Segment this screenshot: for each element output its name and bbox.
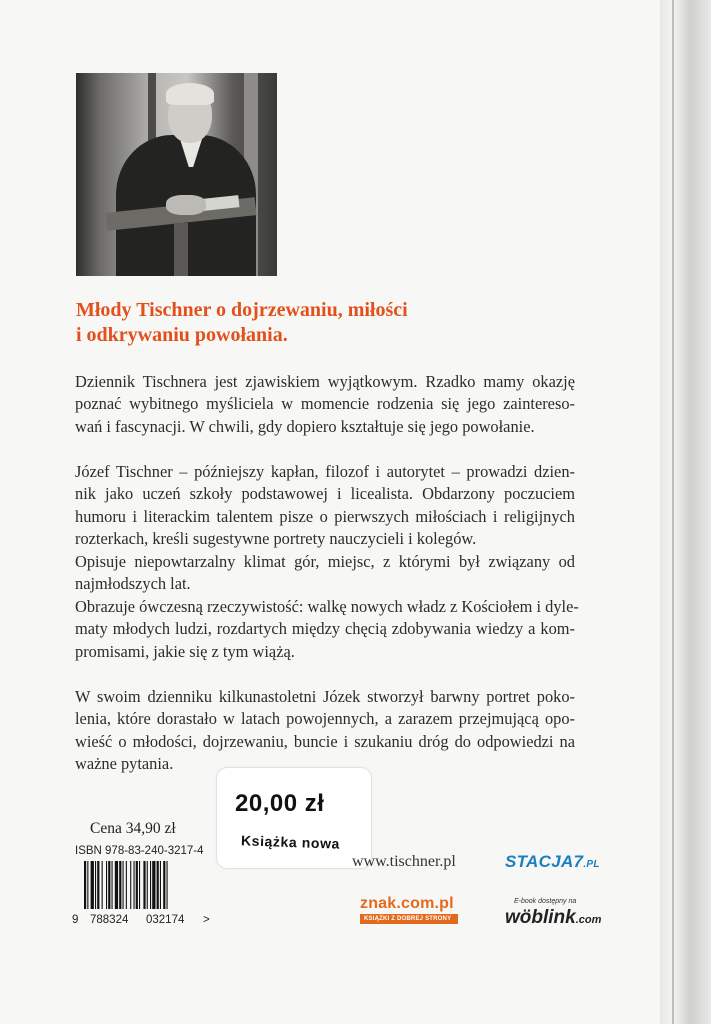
stacja7-logo	[505, 852, 600, 872]
barcode-digit-group-2: 032174	[146, 914, 185, 926]
blurb-paragraph-4	[75, 596, 579, 663]
znak-logo-name: znak.com.pl	[360, 895, 454, 912]
text-line: W swoim dzienniku kilkunastoletni Józek stworzył barwny portret poko-	[75, 687, 575, 706]
text-line: Obrazuje ówczesną rzeczywistość: walkę nowych władz z Kościołem i dyle-	[75, 597, 579, 616]
spine-fold-line	[672, 0, 674, 1024]
photo-desk-leg	[174, 223, 188, 276]
sticker-price: 20,00 zł	[235, 790, 325, 817]
stacja7-logo-name: STACJA7	[505, 852, 584, 871]
blurb-paragraph-5	[75, 686, 575, 776]
text-line: najmłodszych lat.	[75, 574, 191, 594]
photo-hands	[166, 195, 206, 215]
blurb-paragraph-1	[75, 371, 575, 438]
blurb-paragraph-2	[75, 461, 575, 551]
isbn: ISBN 978-83-240-3217-4	[75, 845, 204, 857]
text-line: Dziennik Tischnera jest zjawiskiem wyjątkowym. Rzadko mamy okazję	[75, 372, 575, 391]
text-line: lenia, które dorastało w latach powojennych, a zarazem przejmującą opo-	[75, 709, 575, 729]
woblink-logo-suffix: .com	[575, 914, 602, 926]
woblink-logo-name: wöblink	[505, 907, 576, 928]
ebook-note: E-book dostępny na	[514, 898, 577, 905]
text-line: ważne pytania.	[75, 754, 174, 774]
headline	[76, 298, 516, 348]
znak-logo-tagline: KSIĄŻKI Z DOBREJ STRONY	[360, 914, 458, 924]
text-line: rozterkach, kreśli sugestywne portrety nauczycieli i kolegów.	[75, 529, 477, 549]
text-line: Opisuje niepowtarzalny klimat gór, miejsc, z którymi był związany od	[75, 552, 575, 571]
headline-line: i odkrywaniu powołania.	[76, 324, 288, 346]
text-line: poznać wybitnego myśliciela w momencie rodzenia się jego zaintereso-	[75, 394, 575, 414]
photo-boy-hair	[166, 83, 214, 105]
sticker-label: Książka nowa	[240, 832, 341, 852]
text-line: promisami, jakie się z tym wiążą.	[75, 641, 295, 661]
blurb-paragraph-3	[75, 551, 575, 596]
text-line: nik jako uczeń szkoły podstawowej i licealista. Obdarzony poczuciem	[75, 484, 575, 504]
text-line: maty młodych ludzi, rozdartych między chęcią zdobywania wiedzy a kom-	[75, 619, 575, 639]
cover-price: Cena 34,90 zł	[90, 820, 176, 837]
barcode	[84, 861, 202, 909]
text-line: humoru i literackim talentem pisze o pierwszych miłościach i religijnych	[75, 506, 575, 526]
stacja7-logo-suffix: .PL	[583, 859, 600, 870]
text-line: Józef Tischner – późniejszy kapłan, filozof i autorytet – prowadzi dzien-	[75, 462, 575, 481]
barcode-digit-arrow: >	[203, 914, 210, 926]
woblink-logo	[505, 907, 601, 929]
book-spine-edge	[660, 0, 711, 1024]
text-line: wieść o młodości, dojrzewaniu, buncie i szukaniu dróg do odpowiedzi na	[75, 731, 575, 751]
text-line: wań i fascynacji. W chwili, gdy dopiero kształtuje się jego powołanie.	[75, 416, 535, 436]
znak-logo	[360, 895, 458, 924]
barcode-digit-prefix: 9	[72, 914, 79, 926]
price-sticker	[217, 768, 371, 868]
headline-line: Młody Tischner o dojrzewaniu, miłości	[76, 299, 408, 321]
barcode-digit-group-1: 788324	[90, 914, 129, 926]
author-photo	[76, 73, 277, 276]
website-url[interactable]: www.tischner.pl	[352, 853, 456, 870]
